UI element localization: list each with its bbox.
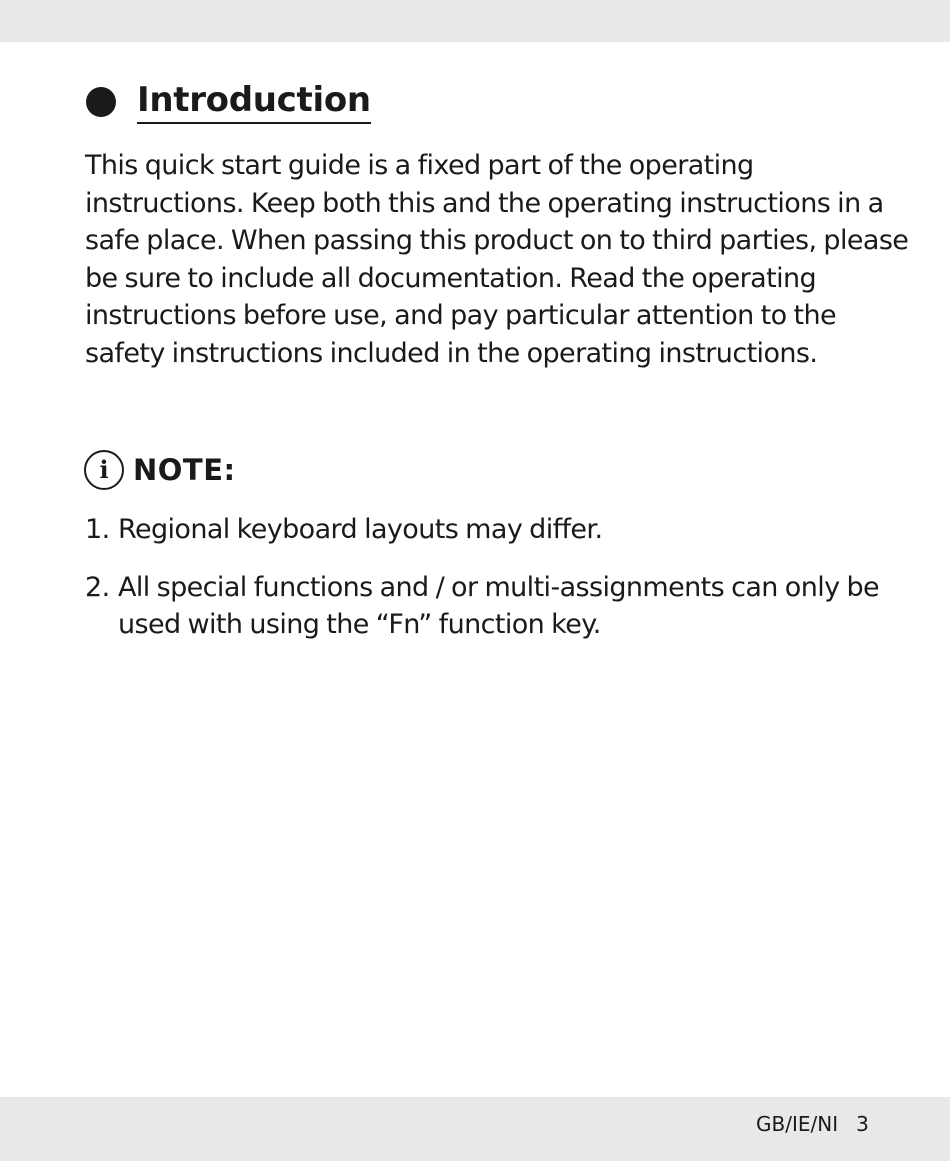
page-footer [756, 1112, 869, 1136]
list-item-number: 2. [85, 571, 110, 603]
list-item-text: Regional keyboard layouts may differ. [118, 514, 603, 545]
list-item-number: 1. [85, 514, 110, 545]
intro-paragraph: This quick start guide is a fixed part of the operating instructions. Keep both this and the operating instructions in a safe place. When passing this product on to third parties, please be sure to include all documentation. Read the operating instructions before use, and pay particular attention to the safety instructions included in the operating instructions. [85, 150, 909, 369]
list-item [85, 569, 915, 644]
page-number: 3 [856, 1112, 869, 1136]
footer-region: GB/IE/NI [756, 1112, 839, 1136]
note-list [85, 511, 915, 664]
bullet-icon [86, 87, 116, 117]
top-margin-band [0, 0, 950, 42]
section-heading [86, 78, 371, 124]
list-item [85, 511, 915, 549]
list-item-text: All special functions and / or multi-assignments can only be used with using the “Fn” function key. [118, 571, 880, 640]
info-icon: i [84, 450, 124, 490]
section-title: Introduction [137, 78, 371, 124]
note-label: NOTE: [133, 453, 236, 487]
note-header [84, 450, 236, 490]
